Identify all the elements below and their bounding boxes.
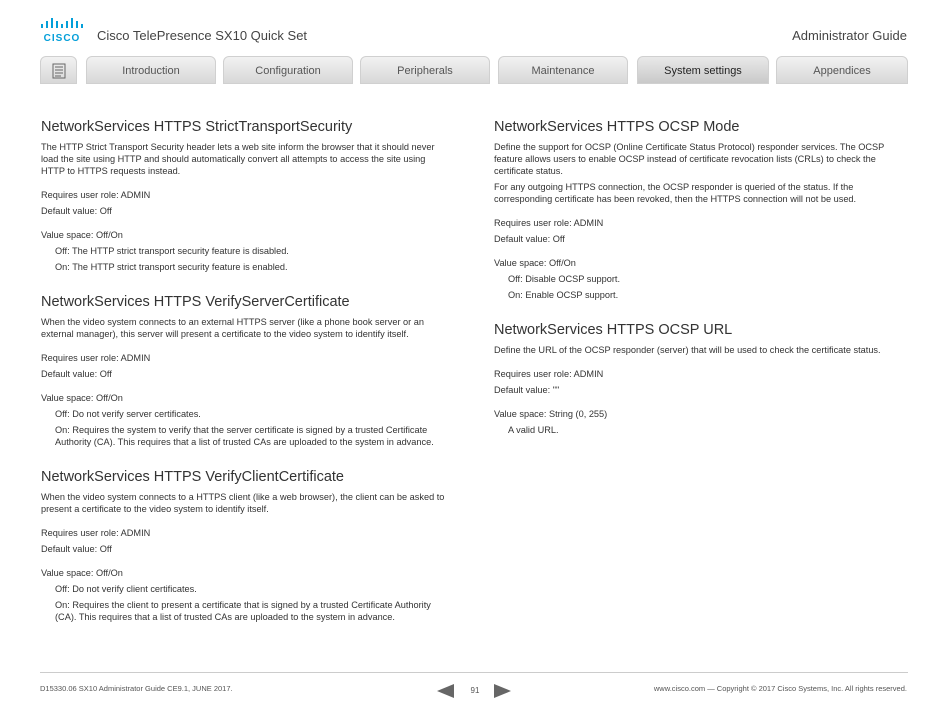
tab-maintenance[interactable]: Maintenance [498, 56, 628, 84]
value-option: On: Requires the client to present a certificate that is signed by a trusted Certificate Authority (CA). This requires that a list of trusted CAs are uploaded to the system in advance. [55, 600, 431, 622]
tab-peripherals[interactable]: Peripherals [360, 56, 490, 84]
left-column [41, 118, 451, 643]
section-strict-transport-security [41, 118, 451, 273]
default-value: Default value: Off [494, 234, 565, 244]
pager [437, 684, 513, 698]
value-space: Value space: Off/On [41, 393, 123, 403]
section-verify-client-certificate [41, 468, 451, 623]
user-role: Requires user role: ADMIN [41, 190, 151, 200]
value-space: Value space: Off/On [41, 568, 123, 578]
section-title: NetworkServices HTTPS VerifyServerCertificate [41, 294, 350, 310]
guide-title: Administrator Guide [792, 28, 907, 43]
tab-configuration[interactable]: Configuration [223, 56, 353, 84]
value-option: On: Enable OCSP support. [508, 290, 619, 300]
footer-copyright: www.cisco.com — Copyright © 2017 Cisco Systems, Inc. All rights reserved. [653, 684, 907, 693]
section-ocsp-url [494, 321, 904, 436]
tab-system-settings[interactable]: System settings [637, 56, 769, 84]
user-role: Requires user role: ADMIN [41, 528, 151, 538]
default-value: Default value: Off [41, 369, 112, 379]
value-option: On: Requires the system to verify that the server certificate is signed by a trusted Certificate Authority (CA). This requires that a list of trusted CAs are uploaded to the system in advance. [55, 425, 434, 447]
home-tab[interactable] [40, 56, 77, 84]
value-option: Off: The HTTP strict transport security feature is disabled. [55, 246, 289, 256]
value-option: A valid URL. [508, 425, 559, 435]
footer-doc-id: D15330.06 SX10 Administrator Guide CE9.1, JUNE 2017. [40, 684, 233, 693]
section-title: NetworkServices HTTPS StrictTransportSecurity [41, 119, 353, 135]
section-description: When the video system connects to an external HTTPS server (like a phone book server or an external manager), this server will present a certificate to the video system to identify itself. [41, 317, 424, 339]
default-value: Default value: Off [41, 544, 112, 554]
right-column [494, 118, 904, 456]
value-option: On: The HTTP strict transport security feature is enabled. [55, 262, 288, 272]
value-option: Off: Disable OCSP support. [508, 274, 621, 284]
value-space: Value space: Off/On [41, 230, 123, 240]
user-role: Requires user role: ADMIN [494, 218, 604, 228]
section-verify-server-certificate [41, 293, 451, 448]
page-number: 91 [470, 686, 480, 695]
footer-divider [40, 672, 908, 673]
document-icon [52, 63, 66, 79]
section-description: When the video system connects to a HTTPS client (like a web browser), the client can be asked to present a certificate to the video system to identify itself. [41, 492, 445, 514]
value-space: Value space: String (0, 255) [494, 409, 608, 419]
section-description-2: For any outgoing HTTPS connection, the OCSP responder is queried of the status. If the corresponding certificate has been revoked, then the HTTPS connection will not be used. [494, 182, 857, 204]
section-description: Define the support for OCSP (Online Certificate Status Protocol) responder services. The OCSP feature allows users to enable OCSP instead of certificate revocation lists (CRLs) to check the certificate status. [494, 142, 885, 176]
default-value: Default value: Off [41, 206, 112, 216]
doc-title: Cisco TelePresence SX10 Quick Set [97, 28, 308, 43]
svg-text:CISCO: CISCO [43, 33, 81, 44]
cisco-logo [40, 18, 84, 44]
top-nav [40, 56, 908, 84]
section-title: NetworkServices HTTPS VerifyClientCertificate [41, 469, 344, 485]
user-role: Requires user role: ADMIN [41, 353, 151, 363]
next-page-icon[interactable] [494, 684, 511, 698]
previous-page-icon[interactable] [437, 684, 454, 698]
tab-appendices[interactable]: Appendices [776, 56, 908, 84]
section-description: Define the URL of the OCSP responder (server) that will be used to check the certificate status. [494, 345, 881, 355]
section-ocsp-mode [494, 118, 904, 301]
tab-introduction[interactable]: Introduction [86, 56, 216, 84]
value-option: Off: Do not verify server certificates. [55, 409, 201, 419]
default-value: Default value: "" [494, 385, 560, 395]
section-title: NetworkServices HTTPS OCSP Mode [494, 119, 740, 135]
section-description: The HTTP Strict Transport Security header lets a web site inform the browser that it should never load the site using HTTP and should automatically convert all attempts to access the site using HTTP to HTTPS requests instead. [41, 142, 435, 176]
value-space: Value space: Off/On [494, 258, 576, 268]
value-option: Off: Do not verify client certificates. [55, 584, 197, 594]
section-title: NetworkServices HTTPS OCSP URL [494, 322, 733, 338]
user-role: Requires user role: ADMIN [494, 369, 604, 379]
